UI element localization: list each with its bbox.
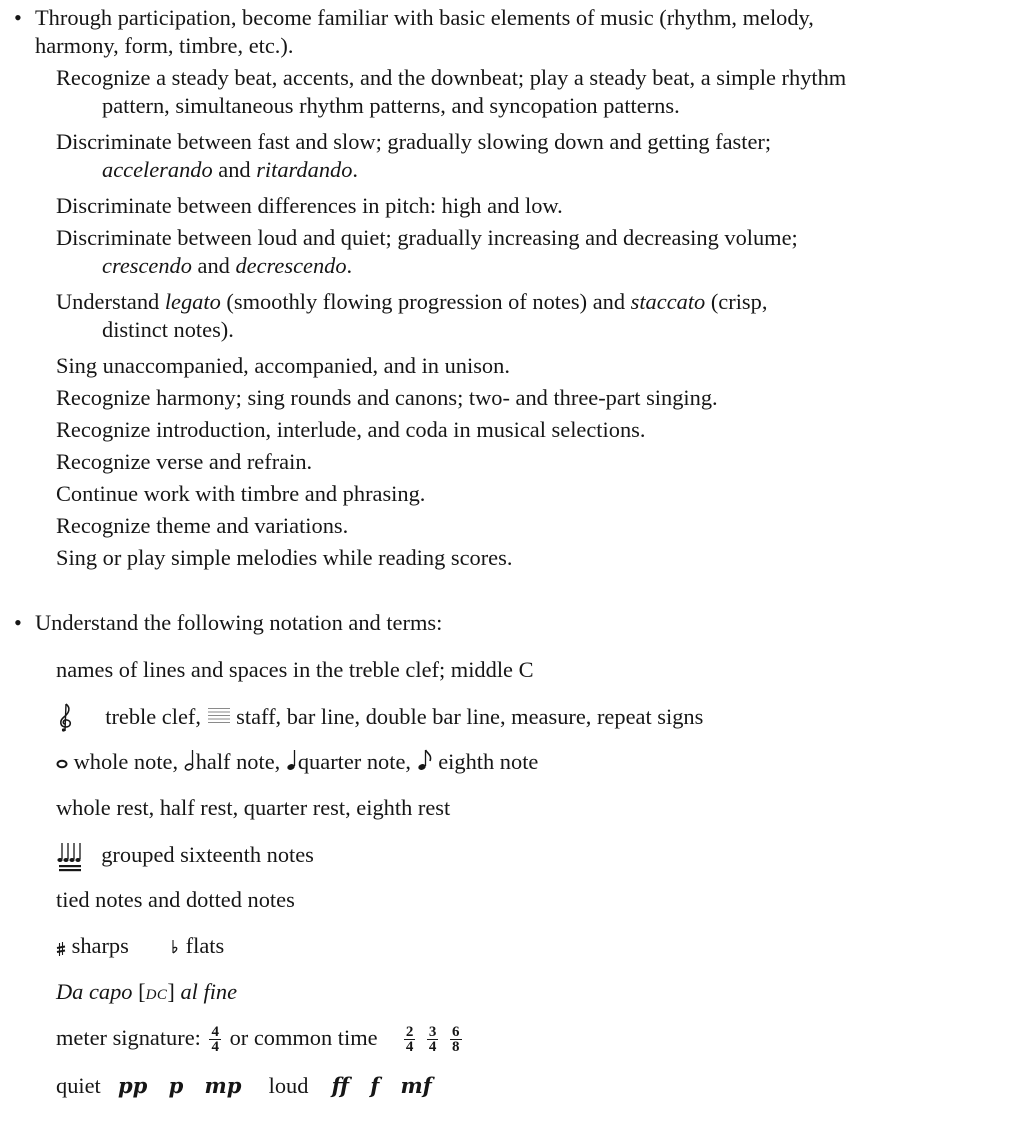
heading-line-2: harmony, form, timbre, etc.).	[35, 33, 294, 58]
dynamic-marking: mf	[400, 1073, 432, 1098]
notation-line-meter: meter signature: $\frac{4}{4}$ or common time $\frac{2}{4}$ $\frac{3}{4}$ $\frac{6}{8}$	[56, 1024, 460, 1055]
notation-line-notes: whole note, half note, quarter note, eighth note	[56, 748, 996, 776]
quarter-note-icon	[286, 749, 298, 771]
meter-signature-main: $\frac{4}{4}$	[211, 1024, 219, 1055]
list-item: Discriminate between differences in pitch: high and low.	[56, 193, 563, 218]
notation-line-rests: whole rest, half rest, quarter rest, eighth rest	[56, 795, 451, 820]
list-item: Recognize introduction, interlude, and coda in musical selections.	[56, 417, 646, 442]
notation-line-clef-names: names of lines and spaces in the treble clef; middle C	[56, 657, 534, 682]
treble-clef-icon	[56, 702, 76, 732]
notation-line-dynamics: quiet pp p mp loud ff f mf	[56, 1073, 432, 1098]
dynamic-marking: pp	[118, 1073, 148, 1098]
notation-line-dacapo: Da capo [DC] al fine	[56, 979, 238, 1004]
list-item: Recognize verse and refrain.	[56, 449, 313, 474]
section-2-heading: • Understand the following notation and terms:	[14, 610, 443, 635]
dynamic-marking: p	[168, 1073, 184, 1098]
meter-signature: $\frac{6}{8}$	[452, 1024, 460, 1055]
sharp-icon	[56, 941, 66, 957]
dynamic-marking: ff	[331, 1073, 350, 1098]
notation-line-tied: tied notes and dotted notes	[56, 887, 295, 912]
list-item: Sing or play simple melodies while reading scores.	[56, 545, 513, 570]
bullet-marker: •	[14, 610, 22, 635]
staff-icon	[207, 707, 231, 725]
dynamic-marking: f	[370, 1073, 380, 1098]
dynamic-marking: mp	[204, 1073, 242, 1098]
section-1-heading	[14, 4, 1004, 60]
notation-line-sixteenth: grouped sixteenth notes	[56, 840, 996, 872]
whole-note-icon	[56, 759, 68, 769]
list-item: Discriminate between loud and quiet; gradually increasing and decreasing volume; crescendo and decrescendo.	[56, 225, 798, 278]
eighth-note-icon	[417, 749, 433, 771]
half-note-icon	[184, 749, 196, 771]
list-item: Recognize theme and variations.	[56, 513, 349, 538]
list-item: Recognize a steady beat, accents, and the downbeat; play a steady beat, a simple rhythm pattern, simultaneous rhythm patterns, and syncopation patterns.	[56, 65, 847, 118]
list-item: Discriminate between fast and slow; gradually slowing down and getting faster; accelerando and ritardando.	[56, 129, 772, 182]
list-item: Understand legato (smoothly flowing progression of notes) and staccato (crisp, distinct notes).	[56, 289, 768, 342]
list-item: Recognize harmony; sing rounds and canons; two- and three-part singing.	[56, 385, 718, 410]
bullet-marker: •	[14, 5, 22, 30]
meter-signature: $\frac{3}{4}$	[428, 1024, 437, 1055]
list-item: Sing unaccompanied, accompanied, and in unison.	[56, 353, 510, 378]
flat-icon	[170, 939, 180, 955]
heading-line-1: Through participation, become familiar with basic elements of music (rhythm, melody,	[35, 5, 814, 30]
grouped-sixteenth-notes-icon	[56, 840, 84, 872]
meter-signature: $\frac{2}{4}$	[405, 1024, 414, 1055]
list-item: Continue work with timbre and phrasing.	[56, 481, 426, 506]
notation-line-accidentals: sharps flats	[56, 932, 996, 960]
notation-line-clef-staff: treble clef, staff, bar line, double bar line, measure, repeat signs	[56, 702, 996, 732]
